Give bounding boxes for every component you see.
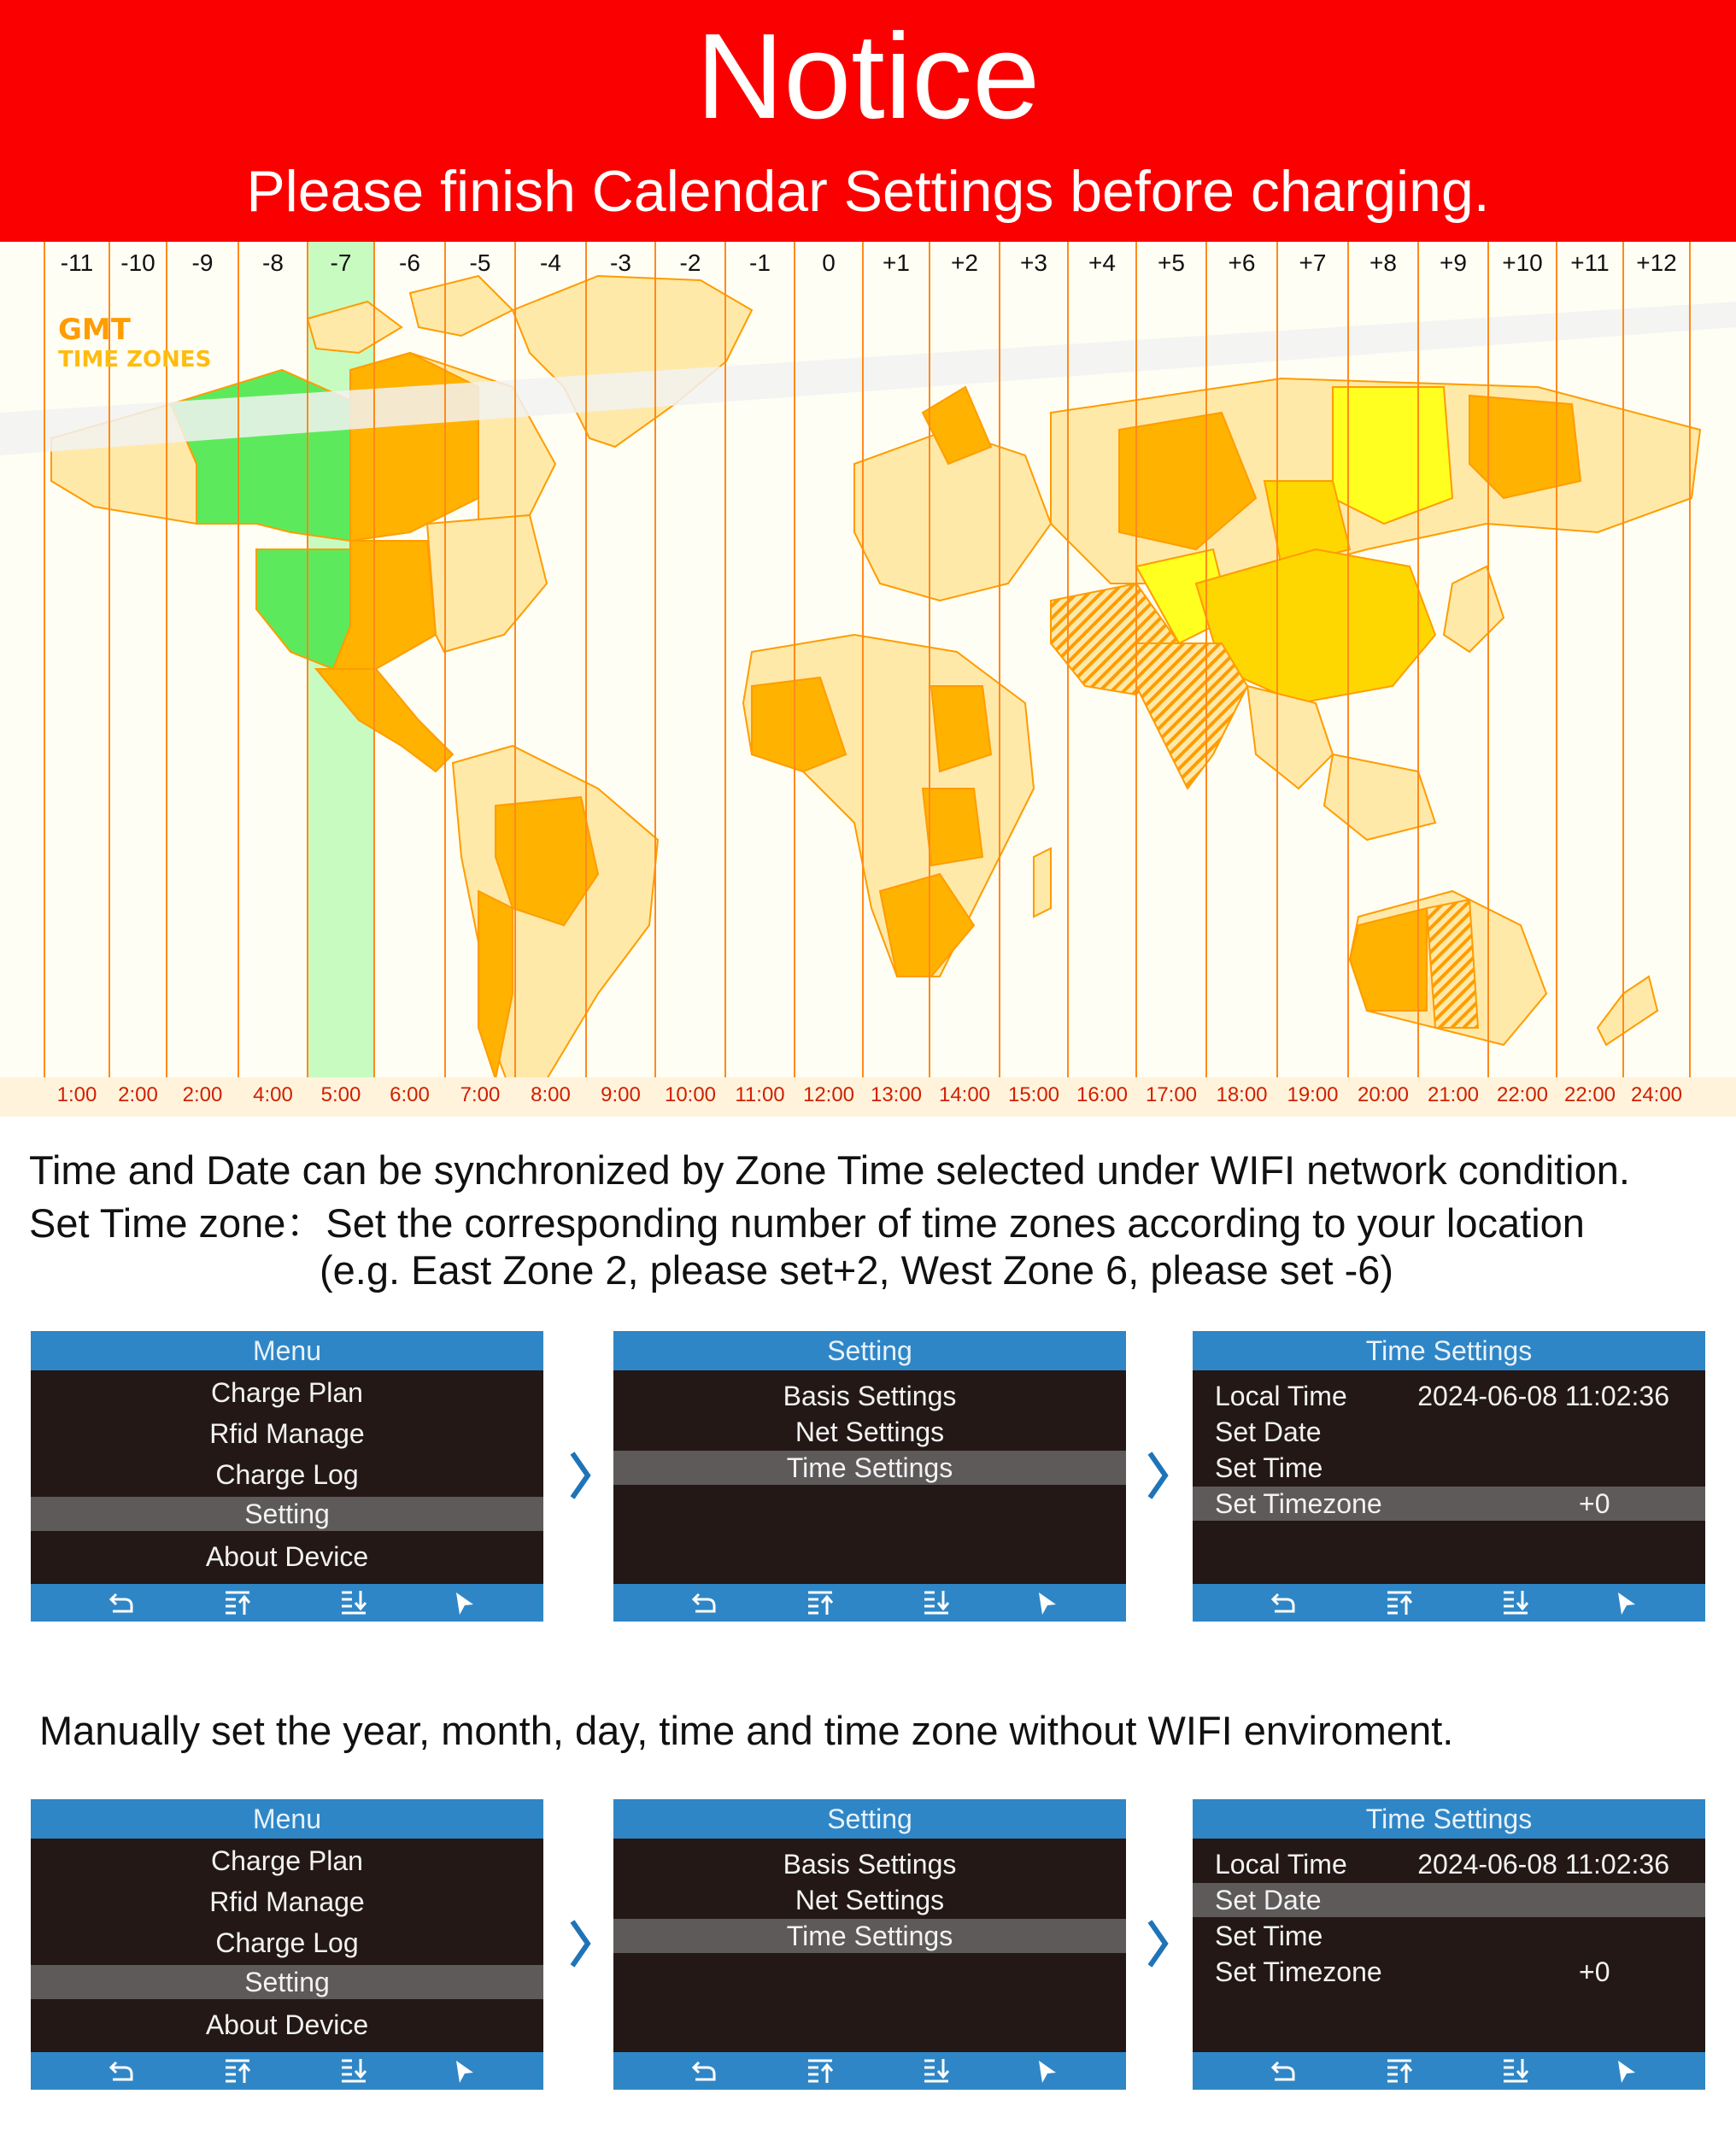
set-date-row[interactable] — [1193, 1883, 1705, 1917]
local-time-label: Local Time — [1215, 1381, 1347, 1411]
screen-header: Time Settings — [1193, 1799, 1705, 1839]
chevron-right-icon — [1145, 1450, 1170, 1501]
notice-title: Notice — [695, 9, 1041, 144]
screen-footer — [1193, 1584, 1705, 1622]
move-top-icon[interactable] — [220, 1589, 255, 1616]
zone-label: +5 — [1158, 249, 1185, 276]
setting-screen — [613, 1799, 1126, 2090]
chevron-right-icon — [1145, 1918, 1170, 1969]
menu-item-charge-plan[interactable]: Charge Plan — [211, 1845, 363, 1876]
screen-footer — [613, 1584, 1126, 1622]
time-zones-label: TIME ZONES — [58, 347, 212, 372]
menu-item-charge-log[interactable]: Charge Log — [215, 1927, 359, 1958]
gmt-time-zones-badge — [58, 314, 211, 373]
manual-description: Manually set the year, month, day, time and time zone without WIFI enviroment. — [39, 1708, 1454, 1753]
zone-label: +12 — [1636, 249, 1677, 276]
timezone-value: +0 — [1579, 1488, 1610, 1519]
zone-label: -7 — [330, 249, 352, 276]
time-label: 16:00 — [1076, 1083, 1129, 1106]
time-label: 2:00 — [182, 1083, 223, 1106]
set-date-label: Set Date — [1215, 1416, 1322, 1447]
screen-footer — [613, 2052, 1126, 2090]
time-label: 13:00 — [870, 1083, 923, 1106]
screen-header: Setting — [613, 1331, 1126, 1370]
zone-label: +6 — [1228, 249, 1256, 276]
local-time-row — [1193, 1847, 1705, 1881]
time-label: 4:00 — [253, 1083, 293, 1106]
zone-label: +8 — [1369, 249, 1397, 276]
zone-label: +2 — [951, 249, 978, 276]
enter-icon[interactable] — [1030, 2057, 1064, 2085]
zone-label: 0 — [822, 249, 836, 276]
back-icon[interactable] — [1268, 1589, 1302, 1616]
notice-banner — [0, 0, 1736, 242]
screen-header: Setting — [613, 1799, 1126, 1839]
enter-icon[interactable] — [1610, 2057, 1644, 2085]
set-date-label: Set Date — [1215, 1885, 1322, 1915]
timezone-example: (e.g. East Zone 2, please set+2, West Zone 6, please set -6) — [320, 1247, 1394, 1293]
zone-label: -11 — [60, 249, 94, 276]
chevron-right-icon — [567, 1450, 593, 1501]
notice-subtitle: Please finish Calendar Settings before charging. — [246, 159, 1490, 224]
screen-footer — [31, 1584, 543, 1622]
local-time-label: Local Time — [1215, 1849, 1347, 1880]
time-label: 2:00 — [118, 1083, 158, 1106]
move-top-icon[interactable] — [220, 2057, 255, 2085]
move-bottom-icon[interactable] — [1498, 1589, 1533, 1616]
screen-header: Menu — [31, 1331, 543, 1370]
move-bottom-icon[interactable] — [1498, 2057, 1533, 2085]
zone-label: +11 — [1570, 249, 1610, 276]
zone-label: -10 — [120, 249, 155, 276]
menu-item-setting[interactable]: Setting — [31, 1497, 543, 1531]
enter-icon[interactable] — [1610, 1589, 1644, 1616]
enter-icon[interactable] — [1030, 1589, 1064, 1616]
time-label: 9:00 — [601, 1083, 641, 1106]
time-label: 5:00 — [320, 1083, 361, 1106]
setting-screen — [613, 1331, 1126, 1622]
back-icon[interactable] — [106, 1589, 140, 1616]
time-label: 1:00 — [56, 1083, 97, 1106]
zone-label: +3 — [1020, 249, 1047, 276]
zone-label: -5 — [469, 249, 491, 276]
enter-icon[interactable] — [448, 2057, 482, 2085]
menu-item-rfid-manage[interactable]: Rfid Manage — [209, 1418, 365, 1449]
time-label: 10:00 — [664, 1083, 717, 1106]
setting-item-time[interactable]: Time Settings — [613, 1919, 1126, 1953]
setting-item-basis[interactable]: Basis Settings — [783, 1849, 957, 1880]
move-bottom-icon[interactable] — [337, 1589, 371, 1616]
set-time-row[interactable] — [1193, 1451, 1705, 1485]
local-time-value: 2024-06-08 11:02:36 — [1417, 1381, 1669, 1411]
time-label: 22:00 — [1496, 1083, 1549, 1106]
time-label: 20:00 — [1357, 1083, 1410, 1106]
time-label: 22:00 — [1563, 1083, 1616, 1106]
setting-item-basis[interactable]: Basis Settings — [783, 1381, 957, 1411]
back-icon[interactable] — [1268, 2057, 1302, 2085]
screen-header: Time Settings — [1193, 1331, 1705, 1370]
local-time-value: 2024-06-08 11:02:36 — [1417, 1849, 1669, 1880]
gmt-time-zone-map — [0, 242, 1736, 1117]
back-icon[interactable] — [689, 2057, 723, 2085]
back-icon[interactable] — [106, 2057, 140, 2085]
enter-icon[interactable] — [448, 1589, 482, 1616]
time-label: 7:00 — [460, 1083, 501, 1106]
time-label: 12:00 — [802, 1083, 855, 1106]
set-timezone-label: Set Timezone — [1215, 1956, 1382, 1987]
time-label: 18:00 — [1216, 1083, 1268, 1106]
menu-item-rfid-manage[interactable]: Rfid Manage — [209, 1886, 365, 1917]
time-label: 15:00 — [1007, 1083, 1060, 1106]
menu-item-charge-log[interactable]: Charge Log — [215, 1459, 359, 1490]
zone-label: -2 — [679, 249, 701, 276]
zone-label: -4 — [540, 249, 561, 276]
time-settings-screen — [1193, 1331, 1705, 1622]
menu-screen — [31, 1331, 543, 1622]
move-top-icon[interactable] — [803, 2057, 837, 2085]
time-label: 8:00 — [531, 1083, 571, 1106]
menu-item-about-device[interactable]: About Device — [205, 1541, 369, 1572]
menu-item-charge-plan[interactable]: Charge Plan — [211, 1377, 363, 1408]
chevron-right-icon — [567, 1918, 593, 1969]
move-top-icon[interactable] — [803, 1589, 837, 1616]
set-timezone-row[interactable] — [1193, 1955, 1705, 1989]
zone-label: +1 — [883, 249, 910, 276]
move-bottom-icon[interactable] — [337, 2057, 371, 2085]
zone-label: +9 — [1440, 249, 1467, 276]
move-top-icon[interactable] — [1382, 2057, 1416, 2085]
time-settings-screen — [1193, 1799, 1705, 2090]
zone-label: -8 — [262, 249, 284, 276]
move-bottom-icon[interactable] — [919, 1589, 953, 1616]
timezone-description: Set Time zone：Set the corresponding number of time zones according to your location — [29, 1200, 1585, 1246]
menu-screen — [31, 1799, 543, 2090]
back-icon[interactable] — [689, 1589, 723, 1616]
setting-item-net[interactable]: Net Settings — [795, 1416, 945, 1447]
move-bottom-icon[interactable] — [919, 2057, 953, 2085]
timezone-value: +0 — [1579, 1956, 1610, 1987]
set-date-row[interactable] — [1193, 1415, 1705, 1449]
zone-label: -9 — [191, 249, 214, 276]
time-label: 6:00 — [390, 1083, 430, 1106]
set-time-label: Set Time — [1215, 1452, 1323, 1483]
move-top-icon[interactable] — [1382, 1589, 1416, 1616]
set-timezone-row[interactable] — [1193, 1487, 1705, 1521]
time-label: 11:00 — [735, 1083, 785, 1106]
time-label: 21:00 — [1427, 1083, 1480, 1106]
menu-item-setting[interactable]: Setting — [31, 1965, 543, 1999]
menu-item-about-device[interactable]: About Device — [205, 2009, 369, 2040]
gmt-label: GMT — [58, 313, 131, 347]
set-time-label: Set Time — [1215, 1921, 1323, 1951]
time-label: 19:00 — [1287, 1083, 1339, 1106]
zone-label: -6 — [399, 249, 420, 276]
world-map-graphic — [0, 242, 1736, 1117]
screen-footer — [31, 2052, 543, 2090]
time-label: 24:00 — [1630, 1083, 1683, 1106]
zone-label: +7 — [1299, 249, 1327, 276]
zone-label: +10 — [1502, 249, 1543, 276]
set-time-row[interactable] — [1193, 1919, 1705, 1953]
setting-item-net[interactable]: Net Settings — [795, 1885, 945, 1915]
set-timezone-label: Set Timezone — [1215, 1488, 1382, 1519]
zone-label: +4 — [1088, 249, 1116, 276]
screen-header: Menu — [31, 1799, 543, 1839]
setting-item-time[interactable]: Time Settings — [613, 1451, 1126, 1485]
sync-description: Time and Date can be synchronized by Zone Time selected under WIFI network condition. — [29, 1147, 1630, 1193]
screen-footer — [1193, 2052, 1705, 2090]
time-label: 14:00 — [938, 1083, 991, 1106]
zone-label: -3 — [610, 249, 631, 276]
zone-label: -1 — [749, 249, 771, 276]
local-time-row — [1193, 1379, 1705, 1413]
time-label: 17:00 — [1145, 1083, 1198, 1106]
